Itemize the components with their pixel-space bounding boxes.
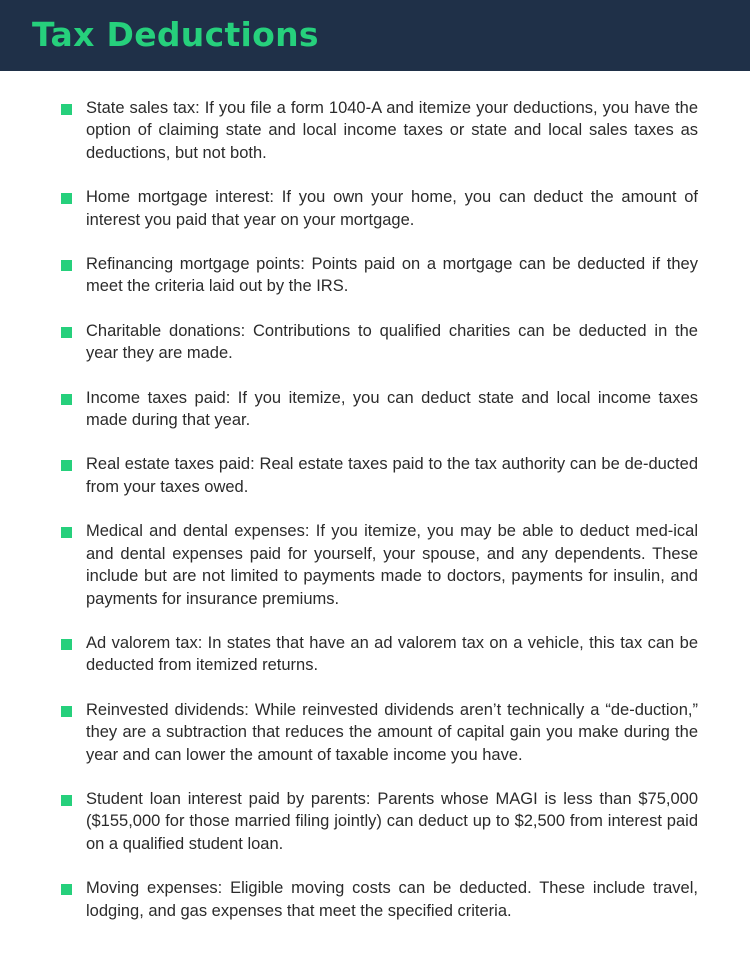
header-bar [0,0,750,71]
list-item [0,186,750,231]
square-bullet-icon [61,795,72,806]
item-text: State sales tax: If you file a form 1040-A and itemize your deductions, you have the option of claiming state and local income taxes or state and local sales taxes as deductions, but not both. [86,99,698,162]
square-bullet-icon [61,639,72,650]
square-bullet-icon [61,394,72,405]
square-bullet-icon [61,104,72,115]
square-bullet-icon [61,884,72,895]
list-item [0,520,750,610]
list-item [0,387,750,432]
item-text: Student loan interest paid by parents: Parents whose MAGI is less than $75,000 ($155,000 for those married filing jointly) can deduct up to $2,500 from interest paid on a qualified student loan. [86,789,698,853]
page-title: Tax Deductions [32,15,319,54]
square-bullet-icon [61,193,72,204]
list-item [0,877,750,922]
square-bullet-icon [61,527,72,538]
item-text: Real estate taxes paid: Real estate taxes paid to the tax authority can be de-ducted from your taxes owed. [86,455,698,496]
item-text: Charitable donations: Contributions to qualified charities can be deducted in the year they are made. [86,321,698,363]
list-item [0,699,750,766]
item-text: Reinvested dividends: While reinvested dividends aren’t technically a “de-duction,” they are a subtraction that reduces the amount of capital gain you make during the year and can lower the amount of taxable income you have. [86,700,698,764]
item-text: Refinancing mortgage points: Points paid on a mortgage can be deducted if they meet the criteria laid out by the IRS. [86,255,698,296]
list-item [0,320,750,365]
item-text: Medical and dental expenses: If you itemize, you may be able to deduct med-ical and dental expenses paid for yourself, your spouse, and any dependents. These include but are not limited to payments made to doctors, payments for insulin, and payments for insurance premiums. [86,522,698,608]
list-item [0,632,750,677]
list-item [0,253,750,298]
list-item [0,788,750,855]
square-bullet-icon [61,260,72,271]
list-item [0,97,750,164]
item-text: Moving expenses: Eligible moving costs can be deducted. These include travel, lodging, and gas expenses that meet the specified criteria. [86,879,698,920]
square-bullet-icon [61,706,72,717]
item-text: Home mortgage interest: If you own your home, you can deduct the amount of interest you paid that year on your mortgage. [86,188,698,229]
item-text: Ad valorem tax: In states that have an ad valorem tax on a vehicle, this tax can be deducted from itemized returns. [86,633,698,675]
list-item [0,453,750,498]
square-bullet-icon [61,327,72,338]
square-bullet-icon [61,460,72,471]
item-text: Income taxes paid: If you itemize, you can deduct state and local income taxes made during that year. [86,388,698,430]
deductions-list [0,97,750,944]
